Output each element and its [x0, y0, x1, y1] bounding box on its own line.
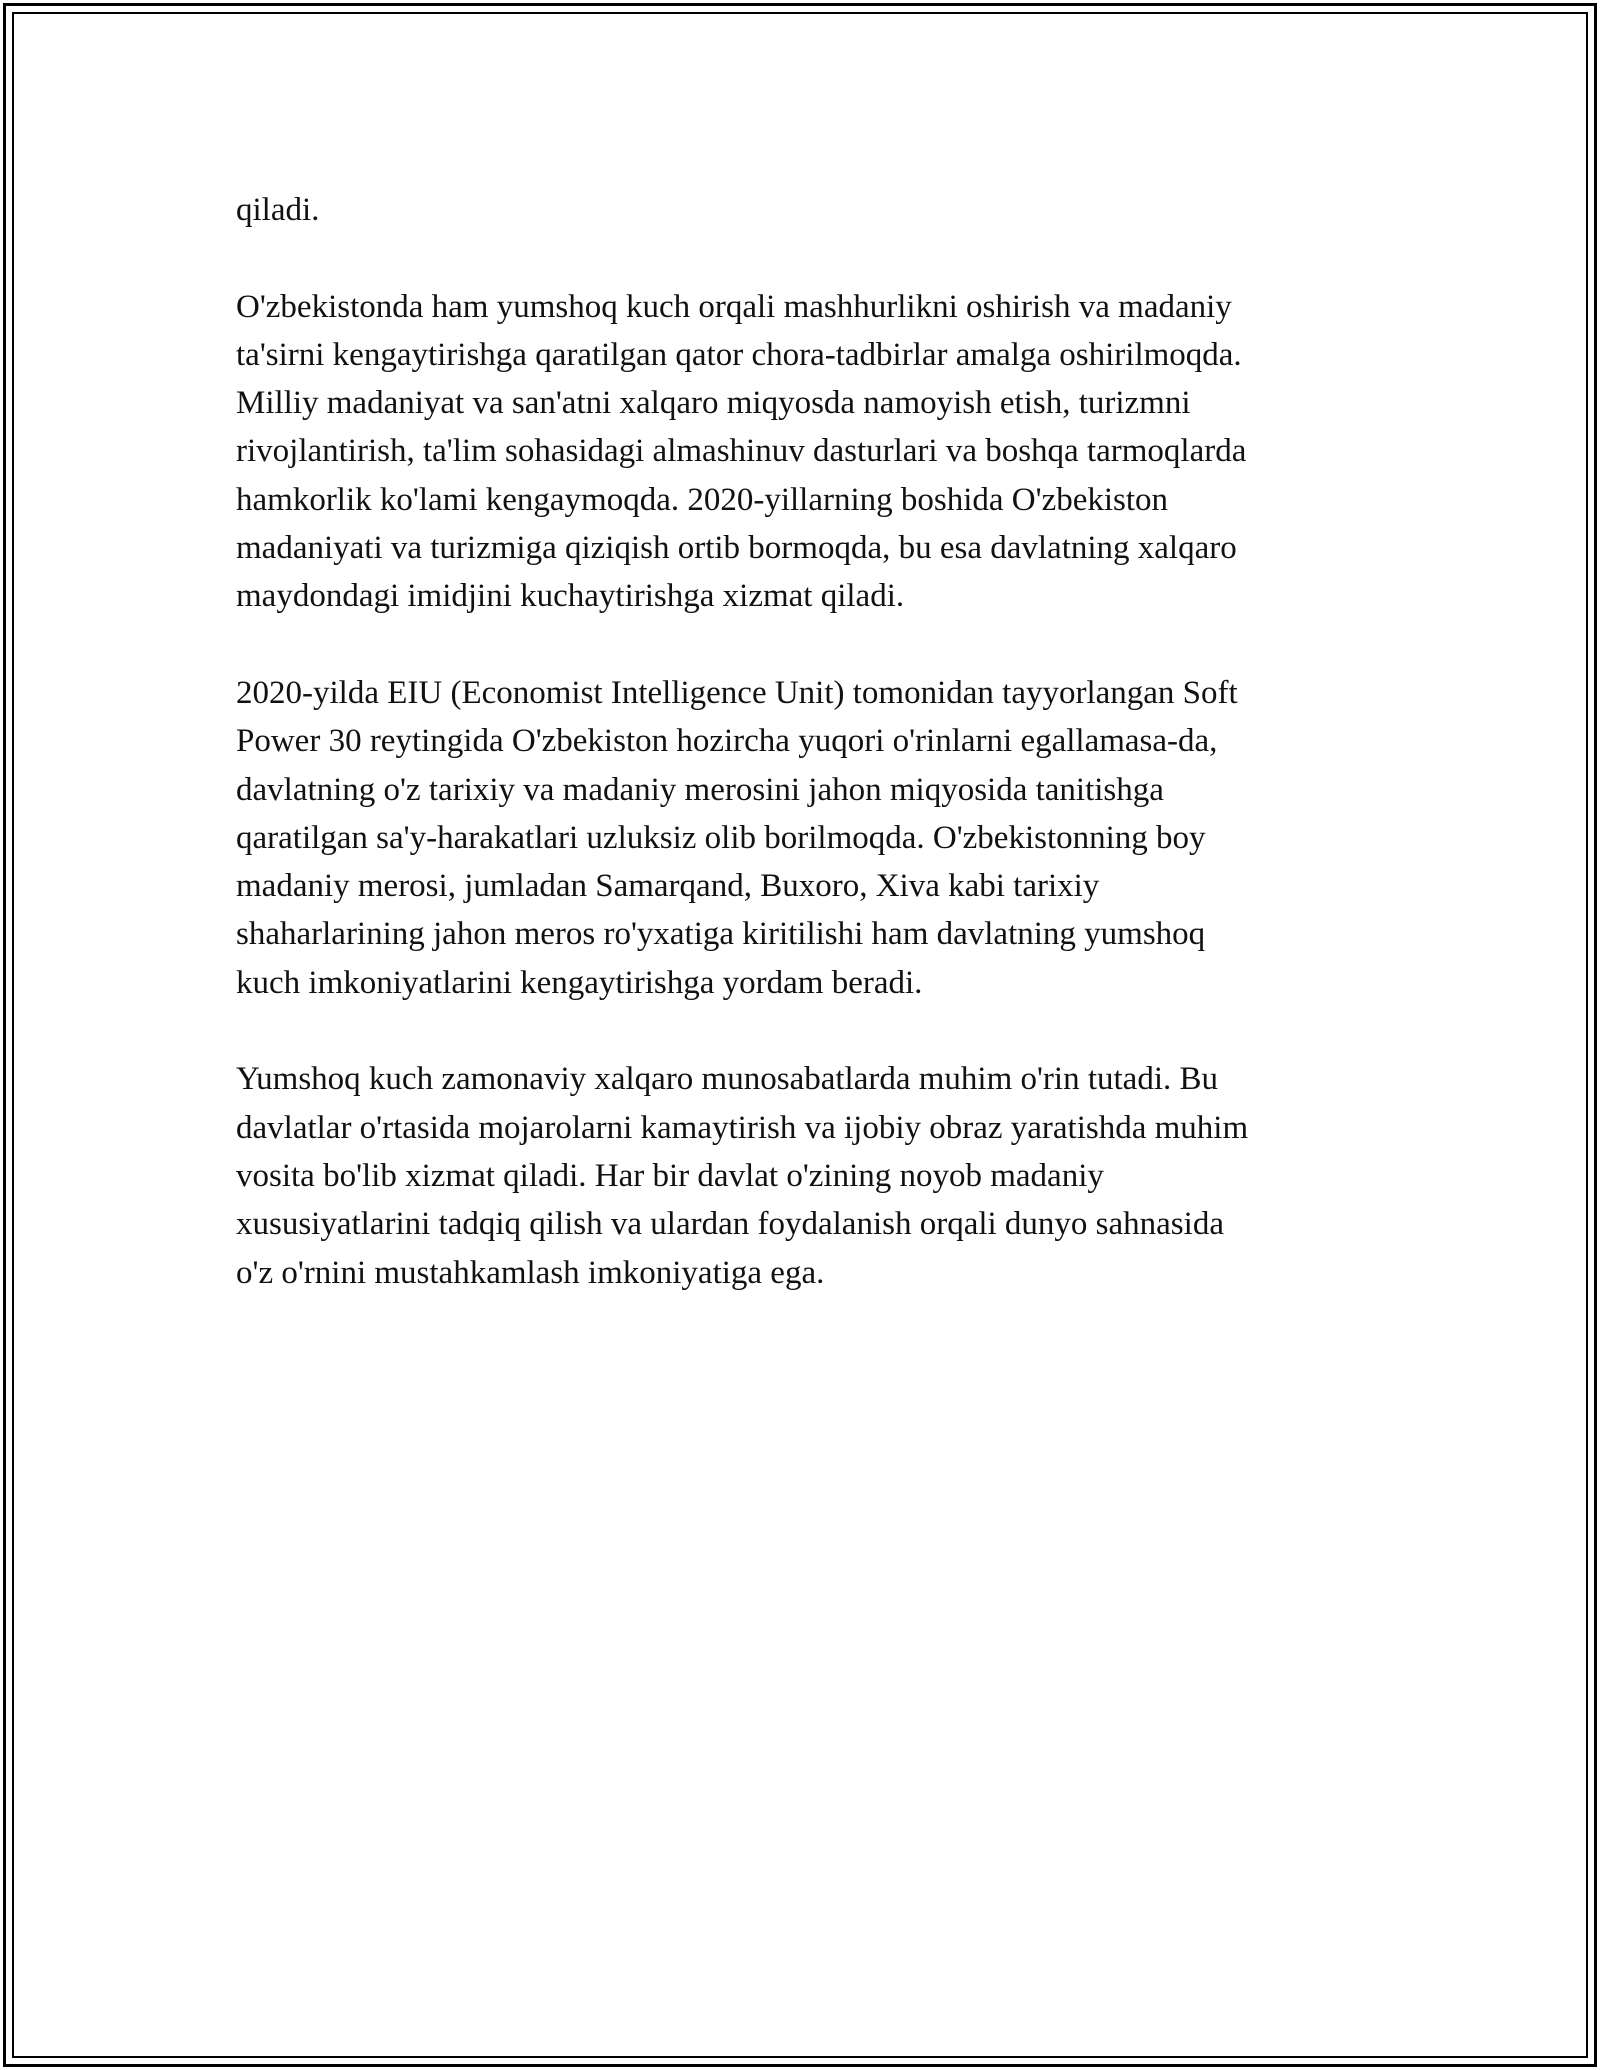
- text-line: madaniyati va turizmiga qiziqish ortib bormoqda, bu esa davlatning xalqaro: [236, 530, 1237, 567]
- text-line: ta'sirni kengaytirishga qaratilgan qator chora-tadbirlar amalga oshirilmoqda.: [236, 336, 1242, 373]
- text-line: davlatning o'z tarixiy va madaniy merosini jahon miqyosida tanitishga: [236, 771, 1164, 808]
- paragraph-1: [236, 186, 1376, 234]
- paragraph-3: [236, 669, 1376, 1007]
- text-line: Milliy madaniyat va san'atni xalqaro miqyosda namoyish etish, turizmni: [236, 385, 1191, 422]
- text-line: hamkorlik ko'lami kengaymoqda. 2020-yillarning boshida O'zbekiston: [236, 481, 1169, 518]
- text-line: qiladi.: [236, 192, 320, 228]
- text-line: o'z o'rnini mustahkamlash imkoniyatiga ega.: [236, 1254, 825, 1291]
- text-line: Yumshoq kuch zamonaviy xalqaro munosabatlarda muhim o'rin tutadi. Bu: [236, 1061, 1219, 1098]
- text-line: vosita bo'lib xizmat qiladi. Har bir davlat o'zining noyob madaniy: [236, 1157, 1104, 1194]
- text-line: Power 30 reytingida O'zbekiston hozircha yuqori o'rinlarni egallamasa-da,: [236, 723, 1218, 760]
- text-line: davlatlar o'rtasida mojarolarni kamaytirish va ijobiy obraz yaratishda muhim: [236, 1109, 1249, 1146]
- paragraph-4: [236, 1055, 1376, 1296]
- text-line: kuch imkoniyatlarini kengaytirishga yordam beradi.: [236, 964, 923, 1001]
- document-body: [236, 186, 1376, 1297]
- text-line: maydondagi imidjini kuchaytirishga xizmat qiladi.: [236, 578, 905, 615]
- text-line: madaniy merosi, jumladan Samarqand, Buxoro, Xiva kabi tarixiy: [236, 868, 1100, 905]
- paragraph-2: [236, 283, 1376, 621]
- text-line: rivojlantirish, ta'lim sohasidagi almashinuv dasturlari va boshqa tarmoqlarda: [236, 433, 1247, 470]
- text-line: shaharlarining jahon meros ro'yxatiga kiritilishi ham davlatning yumshoq: [236, 916, 1206, 953]
- text-line: qaratilgan sa'y-harakatlari uzluksiz olib borilmoqda. O'zbekistonning boy: [236, 819, 1206, 856]
- text-line: 2020-yilda EIU (Economist Intelligence Unit) tomonidan tayyorlangan Soft: [236, 674, 1238, 711]
- text-line: O'zbekistonda ham yumshoq kuch orqali mashhurlikni oshirish va madaniy: [236, 288, 1232, 325]
- text-line: xususiyatlarini tadqiq qilish va ulardan foydalanish orqali dunyo sahnasida: [236, 1206, 1224, 1243]
